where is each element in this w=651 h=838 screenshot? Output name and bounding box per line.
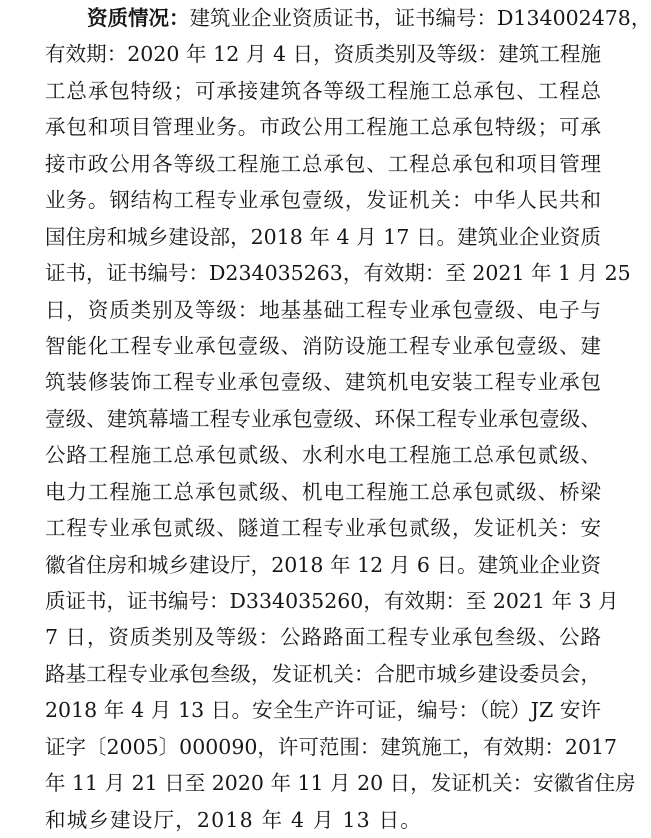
paragraph-line: 路基工程专业承包叁级，发证机关：合肥市城乡建设委员会， [45,656,601,692]
paragraph-line: 质证书，证书编号：D334035260，有效期：至 2021 年 3 月 [45,583,601,619]
document-body [45,0,601,838]
paragraph-line: 承包和项目管理业务。市政公用工程施工总承包特级；可承 [45,109,601,145]
paragraph-line: 业务。钢结构工程专业承包壹级，发证机关：中华人民共和 [45,182,601,218]
paragraph-line: 7 日，资质类别及等级：公路路面工程专业承包叁级、公路 [45,619,601,655]
paragraph-line: 和城乡建设厅，2018 年 4 月 13 日。 [45,802,601,838]
paragraph-line: 工总承包特级；可承接建筑各等级工程施工总承包、工程总 [45,73,601,109]
paragraph-line: 工程专业承包贰级、隧道工程专业承包贰级，发证机关：安 [45,510,601,546]
paragraph-line: 2018 年 4 月 13 日。安全生产许可证，编号：（皖）JZ 安许 [45,692,601,728]
section-label: 资质情况： [87,6,190,30]
paragraph-line: 筑装修装饰工程专业承包壹级、建筑机电安装工程专业承包 [45,364,601,400]
paragraph-line: 接市政公用各等级工程施工总承包、工程总承包和项目管理 [45,146,601,182]
paragraph-line [45,0,601,36]
paragraph-line: 证字〔2005〕000090，许可范围：建筑施工，有效期：2017 [45,729,601,765]
line-text: 建筑业企业资质证书，证书编号：D134002478， [190,6,651,30]
paragraph-line: 徽省住房和城乡建设厅，2018 年 12 月 6 日。建筑业企业资 [45,547,601,583]
paragraph-line: 公路工程施工总承包贰级、水利水电工程施工总承包贰级、 [45,437,601,473]
paragraph-line: 日，资质类别及等级：地基基础工程专业承包壹级、电子与 [45,292,601,328]
paragraph-line: 电力工程施工总承包贰级、机电工程施工总承包贰级、桥梁 [45,474,601,510]
paragraph-line: 有效期：2020 年 12 月 4 日，资质类别及等级：建筑工程施 [45,36,601,72]
paragraph-line: 年 11 月 21 日至 2020 年 11 月 20 日，发证机关：安徽省住房 [45,765,601,801]
paragraph-line: 国住房和城乡建设部，2018 年 4 月 17 日。建筑业企业资质 [45,219,601,255]
paragraph-line: 证书，证书编号：D234035263，有效期：至 2021 年 1 月 25 [45,255,601,291]
paragraph-line: 壹级、建筑幕墙工程专业承包壹级、环保工程专业承包壹级、 [45,401,601,437]
paragraph-line: 智能化工程专业承包壹级、消防设施工程专业承包壹级、建 [45,328,601,364]
